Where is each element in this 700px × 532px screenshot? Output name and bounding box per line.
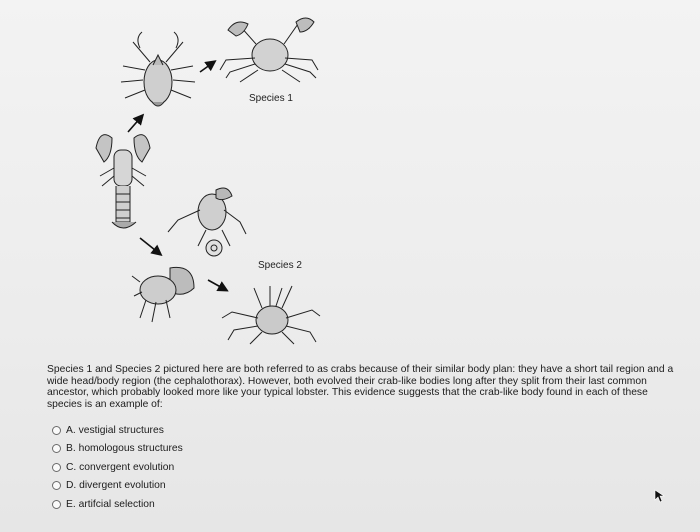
option-a-label: A. vestigial structures: [66, 424, 164, 436]
option-a[interactable]: [52, 421, 183, 440]
option-d-radio[interactable]: [52, 481, 61, 490]
squat-lobster-drawing: [121, 32, 195, 106]
hermit-crab-drawing: [168, 188, 246, 256]
answer-options: [52, 421, 183, 514]
option-c[interactable]: [52, 458, 183, 477]
option-e[interactable]: [52, 495, 183, 514]
option-e-radio[interactable]: [52, 500, 61, 509]
species-1-label: Species 1: [249, 93, 293, 104]
option-b-label: B. homologous structures: [66, 443, 183, 455]
option-c-radio[interactable]: [52, 463, 61, 472]
option-b-radio[interactable]: [52, 444, 61, 453]
species-2-label: Species 2: [258, 260, 302, 271]
king-crab-drawing: [222, 286, 320, 344]
option-e-label: E. artifcial selection: [66, 498, 155, 510]
option-d-label: D. divergent evolution: [66, 480, 166, 492]
option-a-radio[interactable]: [52, 426, 61, 435]
question-text: Species 1 and Species 2 pictured here are both referred to as crabs because of their similar body plan: they have a short tail region and a wide head/body region (the cephalothorax). However, both evolved their crab-like bodies long after they split from their last common ancestor, which probably looked more like your typical lobster. This evidence suggests that the crab-like body found in each of these species is an example of:: [47, 364, 674, 410]
true-crab-drawing: [220, 18, 318, 82]
mouse-pointer-icon: [654, 489, 666, 503]
option-d[interactable]: [52, 477, 183, 496]
lobster-ancestor-drawing: [96, 135, 150, 228]
option-b[interactable]: [52, 440, 183, 459]
option-c-label: C. convergent evolution: [66, 461, 175, 473]
shell-hermit-crab-drawing: [132, 267, 194, 322]
